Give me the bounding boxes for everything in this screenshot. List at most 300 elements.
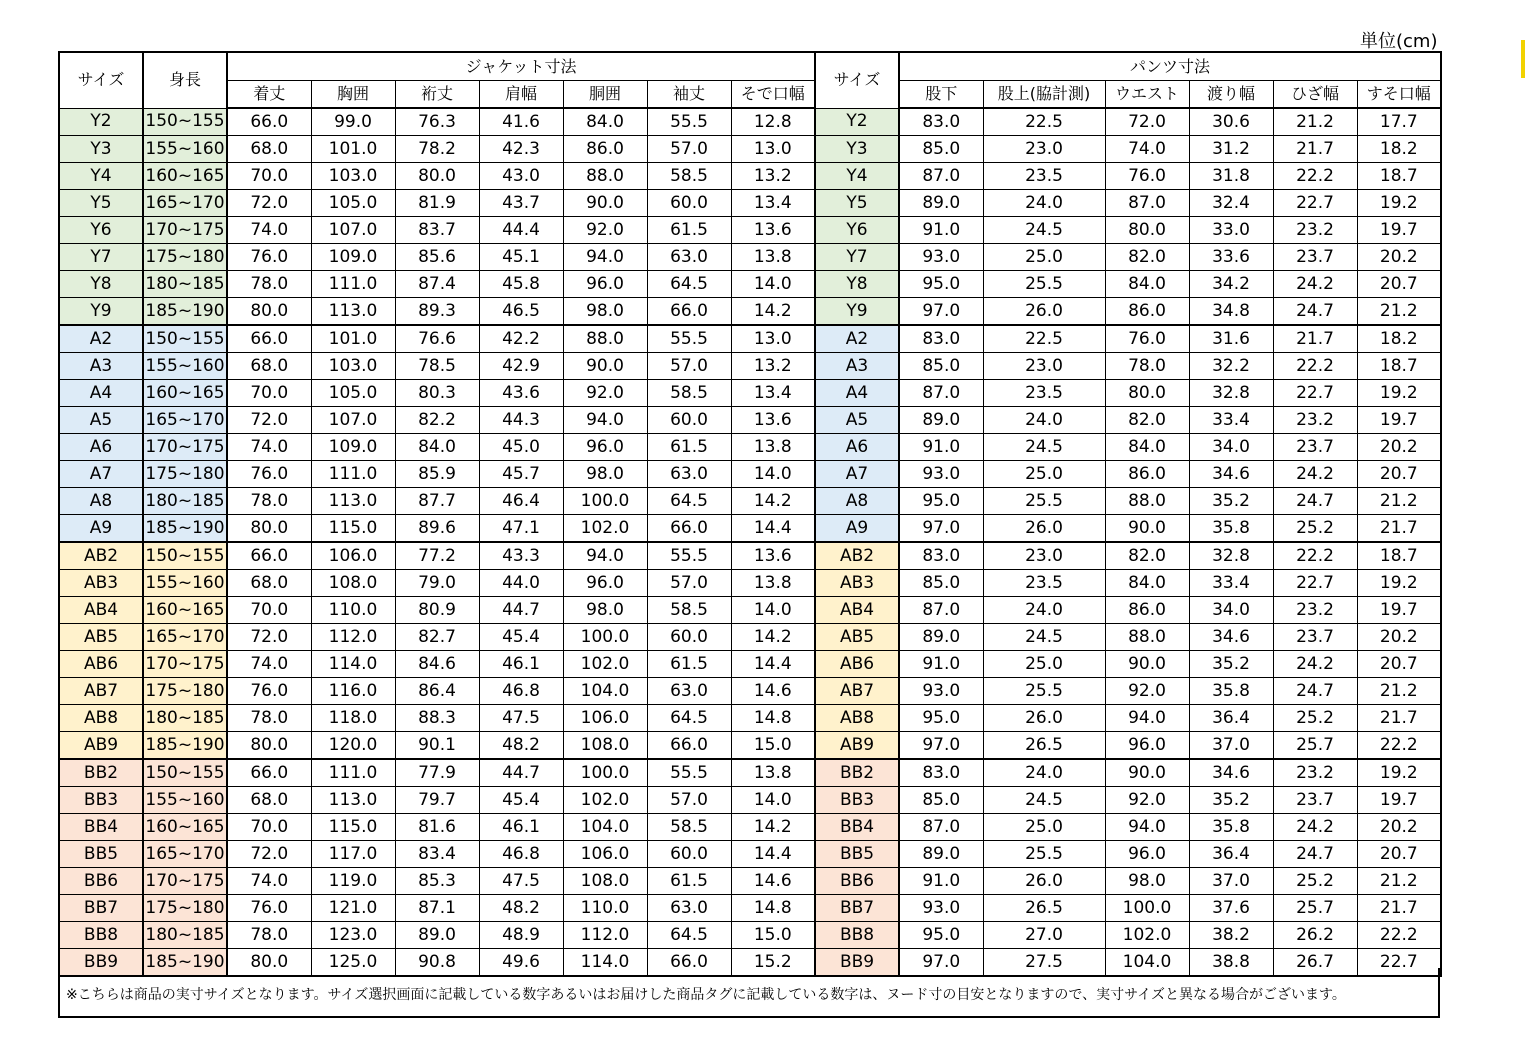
table-row bbox=[59, 380, 1441, 407]
pants-value-cell: 87.0 bbox=[899, 163, 983, 190]
jacket-value-cell: 94.0 bbox=[563, 542, 647, 570]
size-cell: A4 bbox=[59, 380, 143, 407]
jacket-value-cell: 47.1 bbox=[479, 515, 563, 543]
jacket-value-cell: 57.0 bbox=[647, 136, 731, 163]
pants-value-cell: 24.5 bbox=[983, 624, 1105, 651]
height-cell: 165~170 bbox=[143, 407, 227, 434]
pants-value-cell: 32.2 bbox=[1189, 353, 1273, 380]
jacket-value-cell: 74.0 bbox=[227, 651, 311, 678]
pants-value-cell: 87.0 bbox=[899, 380, 983, 407]
size-cell-pants: BB5 bbox=[815, 841, 899, 868]
jacket-value-cell: 14.2 bbox=[731, 488, 815, 515]
size-cell-pants: Y2 bbox=[815, 108, 899, 136]
pants-value-cell: 21.7 bbox=[1273, 325, 1357, 353]
jacket-value-cell: 86.0 bbox=[563, 136, 647, 163]
pants-value-cell: 93.0 bbox=[899, 895, 983, 922]
jacket-value-cell: 15.0 bbox=[731, 732, 815, 760]
table-row bbox=[59, 515, 1441, 543]
table-row bbox=[59, 895, 1441, 922]
pants-value-cell: 24.7 bbox=[1273, 298, 1357, 326]
pants-value-cell: 17.7 bbox=[1357, 108, 1441, 136]
jacket-value-cell: 14.6 bbox=[731, 868, 815, 895]
pants-value-cell: 21.7 bbox=[1357, 705, 1441, 732]
size-cell: BB3 bbox=[59, 787, 143, 814]
jacket-value-cell: 90.0 bbox=[563, 190, 647, 217]
jacket-value-cell: 46.1 bbox=[479, 651, 563, 678]
jacket-value-cell: 43.7 bbox=[479, 190, 563, 217]
pants-value-cell: 23.2 bbox=[1273, 407, 1357, 434]
pants-value-cell: 24.2 bbox=[1273, 271, 1357, 298]
pants-value-cell: 21.7 bbox=[1273, 136, 1357, 163]
height-cell: 185~190 bbox=[143, 732, 227, 760]
jacket-value-cell: 68.0 bbox=[227, 787, 311, 814]
jacket-value-cell: 108.0 bbox=[563, 868, 647, 895]
pants-value-cell: 25.2 bbox=[1273, 515, 1357, 543]
pants-value-cell: 25.5 bbox=[983, 678, 1105, 705]
jacket-value-cell: 74.0 bbox=[227, 217, 311, 244]
jacket-value-cell: 80.9 bbox=[395, 597, 479, 624]
jacket-value-cell: 57.0 bbox=[647, 570, 731, 597]
pants-value-cell: 21.2 bbox=[1273, 108, 1357, 136]
jacket-value-cell: 68.0 bbox=[227, 353, 311, 380]
pants-value-cell: 20.2 bbox=[1357, 434, 1441, 461]
jacket-value-cell: 13.0 bbox=[731, 136, 815, 163]
jacket-value-cell: 104.0 bbox=[563, 678, 647, 705]
jacket-value-cell: 87.7 bbox=[395, 488, 479, 515]
size-cell-pants: AB8 bbox=[815, 705, 899, 732]
pants-value-cell: 34.6 bbox=[1189, 759, 1273, 787]
height-cell: 155~160 bbox=[143, 136, 227, 163]
jacket-value-cell: 78.0 bbox=[227, 922, 311, 949]
jacket-value-cell: 87.1 bbox=[395, 895, 479, 922]
pants-value-cell: 96.0 bbox=[1105, 841, 1189, 868]
jacket-value-cell: 13.8 bbox=[731, 244, 815, 271]
pants-value-cell: 91.0 bbox=[899, 651, 983, 678]
table-row bbox=[59, 190, 1441, 217]
jacket-value-cell: 68.0 bbox=[227, 570, 311, 597]
pants-value-cell: 88.0 bbox=[1105, 624, 1189, 651]
jacket-value-cell: 66.0 bbox=[647, 949, 731, 977]
jacket-value-cell: 60.0 bbox=[647, 624, 731, 651]
size-chart-table bbox=[58, 51, 1442, 977]
pants-value-cell: 104.0 bbox=[1105, 949, 1189, 977]
jacket-value-cell: 89.3 bbox=[395, 298, 479, 326]
pants-value-cell: 93.0 bbox=[899, 678, 983, 705]
jacket-value-cell: 44.3 bbox=[479, 407, 563, 434]
size-cell-pants: AB2 bbox=[815, 542, 899, 570]
jacket-value-cell: 15.2 bbox=[731, 949, 815, 977]
pants-value-cell: 34.0 bbox=[1189, 597, 1273, 624]
jacket-value-cell: 98.0 bbox=[563, 298, 647, 326]
jacket-value-cell: 64.5 bbox=[647, 922, 731, 949]
jacket-value-cell: 114.0 bbox=[563, 949, 647, 977]
jacket-value-cell: 14.0 bbox=[731, 597, 815, 624]
jacket-value-cell: 105.0 bbox=[311, 190, 395, 217]
pants-value-cell: 93.0 bbox=[899, 461, 983, 488]
pants-value-cell: 90.0 bbox=[1105, 651, 1189, 678]
pants-value-cell: 84.0 bbox=[1105, 434, 1189, 461]
jacket-value-cell: 106.0 bbox=[563, 841, 647, 868]
height-cell: 185~190 bbox=[143, 515, 227, 543]
jacket-value-cell: 47.5 bbox=[479, 705, 563, 732]
header-jacket-col: そで口幅 bbox=[731, 81, 815, 109]
jacket-value-cell: 96.0 bbox=[563, 434, 647, 461]
header-row-columns bbox=[59, 81, 1441, 109]
pants-value-cell: 23.5 bbox=[983, 163, 1105, 190]
pants-value-cell: 82.0 bbox=[1105, 542, 1189, 570]
jacket-value-cell: 63.0 bbox=[647, 461, 731, 488]
jacket-value-cell: 80.0 bbox=[227, 732, 311, 760]
jacket-value-cell: 70.0 bbox=[227, 597, 311, 624]
jacket-value-cell: 79.7 bbox=[395, 787, 479, 814]
jacket-value-cell: 46.8 bbox=[479, 841, 563, 868]
pants-value-cell: 76.0 bbox=[1105, 163, 1189, 190]
jacket-value-cell: 48.9 bbox=[479, 922, 563, 949]
pants-value-cell: 18.7 bbox=[1357, 542, 1441, 570]
jacket-value-cell: 14.2 bbox=[731, 624, 815, 651]
pants-value-cell: 94.0 bbox=[1105, 814, 1189, 841]
header-jacket-col: 胴囲 bbox=[563, 81, 647, 109]
pants-value-cell: 90.0 bbox=[1105, 759, 1189, 787]
pants-value-cell: 34.2 bbox=[1189, 271, 1273, 298]
jacket-value-cell: 66.0 bbox=[227, 542, 311, 570]
pants-value-cell: 83.0 bbox=[899, 108, 983, 136]
pants-value-cell: 20.2 bbox=[1357, 244, 1441, 271]
pants-value-cell: 21.2 bbox=[1357, 868, 1441, 895]
pants-value-cell: 23.7 bbox=[1273, 434, 1357, 461]
jacket-value-cell: 83.4 bbox=[395, 841, 479, 868]
size-cell-pants: AB6 bbox=[815, 651, 899, 678]
jacket-value-cell: 120.0 bbox=[311, 732, 395, 760]
jacket-value-cell: 44.7 bbox=[479, 759, 563, 787]
jacket-value-cell: 106.0 bbox=[311, 542, 395, 570]
jacket-value-cell: 63.0 bbox=[647, 678, 731, 705]
jacket-value-cell: 110.0 bbox=[563, 895, 647, 922]
jacket-value-cell: 88.3 bbox=[395, 705, 479, 732]
jacket-value-cell: 101.0 bbox=[311, 325, 395, 353]
size-cell: Y8 bbox=[59, 271, 143, 298]
jacket-value-cell: 43.3 bbox=[479, 542, 563, 570]
jacket-value-cell: 98.0 bbox=[563, 597, 647, 624]
pants-value-cell: 38.8 bbox=[1189, 949, 1273, 977]
height-cell: 170~175 bbox=[143, 434, 227, 461]
jacket-value-cell: 77.9 bbox=[395, 759, 479, 787]
jacket-value-cell: 13.2 bbox=[731, 353, 815, 380]
table-row bbox=[59, 217, 1441, 244]
jacket-value-cell: 48.2 bbox=[479, 732, 563, 760]
jacket-value-cell: 61.5 bbox=[647, 868, 731, 895]
jacket-value-cell: 90.8 bbox=[395, 949, 479, 977]
height-cell: 155~160 bbox=[143, 787, 227, 814]
pants-value-cell: 25.5 bbox=[983, 488, 1105, 515]
pants-value-cell: 95.0 bbox=[899, 271, 983, 298]
pants-value-cell: 25.0 bbox=[983, 244, 1105, 271]
pants-value-cell: 32.8 bbox=[1189, 380, 1273, 407]
pants-value-cell: 32.4 bbox=[1189, 190, 1273, 217]
jacket-value-cell: 92.0 bbox=[563, 380, 647, 407]
jacket-value-cell: 14.8 bbox=[731, 895, 815, 922]
jacket-value-cell: 100.0 bbox=[563, 624, 647, 651]
pants-value-cell: 80.0 bbox=[1105, 217, 1189, 244]
jacket-value-cell: 66.0 bbox=[647, 732, 731, 760]
size-cell: BB4 bbox=[59, 814, 143, 841]
header-pants-col: 渡り幅 bbox=[1189, 81, 1273, 109]
pants-value-cell: 37.0 bbox=[1189, 868, 1273, 895]
pants-value-cell: 24.5 bbox=[983, 787, 1105, 814]
jacket-value-cell: 14.2 bbox=[731, 814, 815, 841]
jacket-value-cell: 13.6 bbox=[731, 407, 815, 434]
jacket-value-cell: 80.3 bbox=[395, 380, 479, 407]
size-cell-pants: AB5 bbox=[815, 624, 899, 651]
jacket-value-cell: 58.5 bbox=[647, 814, 731, 841]
header-pants-col: 股下 bbox=[899, 81, 983, 109]
pants-value-cell: 97.0 bbox=[899, 949, 983, 977]
pants-value-cell: 22.2 bbox=[1273, 353, 1357, 380]
jacket-value-cell: 82.7 bbox=[395, 624, 479, 651]
pants-value-cell: 30.6 bbox=[1189, 108, 1273, 136]
size-cell: A3 bbox=[59, 353, 143, 380]
size-cell: Y4 bbox=[59, 163, 143, 190]
jacket-value-cell: 64.5 bbox=[647, 705, 731, 732]
pants-value-cell: 24.2 bbox=[1273, 651, 1357, 678]
jacket-value-cell: 66.0 bbox=[647, 298, 731, 326]
pants-value-cell: 102.0 bbox=[1105, 922, 1189, 949]
pants-value-cell: 35.2 bbox=[1189, 651, 1273, 678]
jacket-value-cell: 14.0 bbox=[731, 461, 815, 488]
jacket-value-cell: 86.4 bbox=[395, 678, 479, 705]
jacket-value-cell: 74.0 bbox=[227, 434, 311, 461]
jacket-value-cell: 85.3 bbox=[395, 868, 479, 895]
jacket-value-cell: 78.0 bbox=[227, 271, 311, 298]
pants-value-cell: 76.0 bbox=[1105, 325, 1189, 353]
height-cell: 155~160 bbox=[143, 570, 227, 597]
size-cell-pants: Y7 bbox=[815, 244, 899, 271]
pants-value-cell: 22.2 bbox=[1357, 732, 1441, 760]
pants-value-cell: 21.2 bbox=[1357, 298, 1441, 326]
size-cell-pants: A7 bbox=[815, 461, 899, 488]
footnote-box bbox=[58, 968, 1440, 1018]
pants-value-cell: 97.0 bbox=[899, 732, 983, 760]
jacket-value-cell: 112.0 bbox=[563, 922, 647, 949]
pants-value-cell: 31.6 bbox=[1189, 325, 1273, 353]
jacket-value-cell: 41.6 bbox=[479, 108, 563, 136]
size-cell-pants: Y5 bbox=[815, 190, 899, 217]
pants-value-cell: 25.0 bbox=[983, 461, 1105, 488]
jacket-value-cell: 47.5 bbox=[479, 868, 563, 895]
jacket-value-cell: 64.5 bbox=[647, 271, 731, 298]
pants-value-cell: 36.4 bbox=[1189, 841, 1273, 868]
jacket-value-cell: 98.0 bbox=[563, 461, 647, 488]
header-pants-col: 股上(脇計測) bbox=[983, 81, 1105, 109]
pants-value-cell: 35.2 bbox=[1189, 488, 1273, 515]
jacket-value-cell: 13.4 bbox=[731, 190, 815, 217]
jacket-value-cell: 12.8 bbox=[731, 108, 815, 136]
jacket-value-cell: 85.6 bbox=[395, 244, 479, 271]
jacket-value-cell: 76.0 bbox=[227, 678, 311, 705]
jacket-value-cell: 60.0 bbox=[647, 841, 731, 868]
jacket-value-cell: 108.0 bbox=[311, 570, 395, 597]
pants-value-cell: 32.8 bbox=[1189, 542, 1273, 570]
pants-value-cell: 26.7 bbox=[1273, 949, 1357, 977]
jacket-value-cell: 80.0 bbox=[227, 298, 311, 326]
height-cell: 165~170 bbox=[143, 624, 227, 651]
pants-value-cell: 24.2 bbox=[1273, 814, 1357, 841]
height-cell: 160~165 bbox=[143, 597, 227, 624]
size-cell-pants: A2 bbox=[815, 325, 899, 353]
height-cell: 175~180 bbox=[143, 461, 227, 488]
jacket-value-cell: 72.0 bbox=[227, 190, 311, 217]
jacket-value-cell: 104.0 bbox=[563, 814, 647, 841]
size-cell-pants: BB8 bbox=[815, 922, 899, 949]
size-cell-pants: BB6 bbox=[815, 868, 899, 895]
height-cell: 180~185 bbox=[143, 271, 227, 298]
pants-value-cell: 37.0 bbox=[1189, 732, 1273, 760]
jacket-value-cell: 123.0 bbox=[311, 922, 395, 949]
jacket-value-cell: 90.1 bbox=[395, 732, 479, 760]
jacket-value-cell: 88.0 bbox=[563, 325, 647, 353]
jacket-value-cell: 13.8 bbox=[731, 759, 815, 787]
jacket-value-cell: 87.4 bbox=[395, 271, 479, 298]
jacket-value-cell: 14.0 bbox=[731, 787, 815, 814]
pants-value-cell: 87.0 bbox=[899, 814, 983, 841]
jacket-value-cell: 66.0 bbox=[227, 108, 311, 136]
jacket-value-cell: 58.5 bbox=[647, 163, 731, 190]
size-cell: AB2 bbox=[59, 542, 143, 570]
jacket-value-cell: 89.6 bbox=[395, 515, 479, 543]
jacket-value-cell: 43.6 bbox=[479, 380, 563, 407]
pants-value-cell: 23.5 bbox=[983, 380, 1105, 407]
size-cell-pants: Y8 bbox=[815, 271, 899, 298]
height-cell: 185~190 bbox=[143, 298, 227, 326]
jacket-value-cell: 83.7 bbox=[395, 217, 479, 244]
jacket-value-cell: 14.2 bbox=[731, 298, 815, 326]
pants-value-cell: 20.7 bbox=[1357, 841, 1441, 868]
table-row bbox=[59, 298, 1441, 326]
pants-value-cell: 19.7 bbox=[1357, 407, 1441, 434]
pants-value-cell: 94.0 bbox=[1105, 705, 1189, 732]
pants-value-cell: 26.2 bbox=[1273, 922, 1357, 949]
jacket-value-cell: 102.0 bbox=[563, 787, 647, 814]
pants-value-cell: 26.0 bbox=[983, 298, 1105, 326]
height-cell: 160~165 bbox=[143, 814, 227, 841]
pants-value-cell: 23.7 bbox=[1273, 244, 1357, 271]
pants-value-cell: 20.7 bbox=[1357, 651, 1441, 678]
pants-value-cell: 26.0 bbox=[983, 515, 1105, 543]
pants-value-cell: 35.2 bbox=[1189, 787, 1273, 814]
unit-label: 単位(cm) bbox=[1360, 31, 1438, 52]
jacket-value-cell: 102.0 bbox=[563, 651, 647, 678]
size-cell-pants: Y4 bbox=[815, 163, 899, 190]
jacket-value-cell: 49.6 bbox=[479, 949, 563, 977]
size-cell: A2 bbox=[59, 325, 143, 353]
pants-value-cell: 83.0 bbox=[899, 542, 983, 570]
pants-value-cell: 24.0 bbox=[983, 407, 1105, 434]
jacket-value-cell: 103.0 bbox=[311, 353, 395, 380]
jacket-value-cell: 102.0 bbox=[563, 515, 647, 543]
pants-value-cell: 33.4 bbox=[1189, 570, 1273, 597]
pants-value-cell: 38.2 bbox=[1189, 922, 1273, 949]
jacket-value-cell: 13.6 bbox=[731, 217, 815, 244]
jacket-value-cell: 94.0 bbox=[563, 244, 647, 271]
size-cell-pants: A8 bbox=[815, 488, 899, 515]
header-size: サイズ bbox=[59, 52, 143, 108]
table-row bbox=[59, 244, 1441, 271]
jacket-value-cell: 113.0 bbox=[311, 787, 395, 814]
pants-value-cell: 25.0 bbox=[983, 651, 1105, 678]
jacket-value-cell: 46.4 bbox=[479, 488, 563, 515]
jacket-value-cell: 82.2 bbox=[395, 407, 479, 434]
table-row bbox=[59, 325, 1441, 353]
table-row bbox=[59, 434, 1441, 461]
table-row bbox=[59, 461, 1441, 488]
pants-value-cell: 24.0 bbox=[983, 190, 1105, 217]
pants-value-cell: 97.0 bbox=[899, 298, 983, 326]
pants-value-cell: 20.2 bbox=[1357, 624, 1441, 651]
jacket-value-cell: 44.0 bbox=[479, 570, 563, 597]
jacket-value-cell: 96.0 bbox=[563, 570, 647, 597]
jacket-value-cell: 80.0 bbox=[395, 163, 479, 190]
jacket-value-cell: 81.9 bbox=[395, 190, 479, 217]
size-cell: Y7 bbox=[59, 244, 143, 271]
size-cell-pants: BB4 bbox=[815, 814, 899, 841]
pants-value-cell: 89.0 bbox=[899, 841, 983, 868]
pants-value-cell: 22.2 bbox=[1357, 922, 1441, 949]
jacket-value-cell: 92.0 bbox=[563, 217, 647, 244]
jacket-value-cell: 106.0 bbox=[563, 705, 647, 732]
jacket-value-cell: 58.5 bbox=[647, 597, 731, 624]
pants-value-cell: 20.7 bbox=[1357, 271, 1441, 298]
pants-value-cell: 86.0 bbox=[1105, 298, 1189, 326]
pants-value-cell: 22.5 bbox=[983, 325, 1105, 353]
jacket-value-cell: 68.0 bbox=[227, 136, 311, 163]
pants-value-cell: 22.5 bbox=[983, 108, 1105, 136]
size-cell-pants: Y3 bbox=[815, 136, 899, 163]
jacket-value-cell: 74.0 bbox=[227, 868, 311, 895]
pants-value-cell: 34.0 bbox=[1189, 434, 1273, 461]
table-row bbox=[59, 787, 1441, 814]
size-cell: BB5 bbox=[59, 841, 143, 868]
pants-value-cell: 24.2 bbox=[1273, 461, 1357, 488]
jacket-value-cell: 70.0 bbox=[227, 814, 311, 841]
pants-value-cell: 22.7 bbox=[1273, 570, 1357, 597]
jacket-value-cell: 76.0 bbox=[227, 461, 311, 488]
table-row bbox=[59, 163, 1441, 190]
pants-value-cell: 23.0 bbox=[983, 136, 1105, 163]
pants-value-cell: 23.5 bbox=[983, 570, 1105, 597]
pants-value-cell: 19.7 bbox=[1357, 787, 1441, 814]
jacket-value-cell: 45.4 bbox=[479, 787, 563, 814]
height-cell: 180~185 bbox=[143, 922, 227, 949]
size-cell-pants: BB2 bbox=[815, 759, 899, 787]
pants-value-cell: 91.0 bbox=[899, 217, 983, 244]
jacket-value-cell: 84.6 bbox=[395, 651, 479, 678]
jacket-value-cell: 115.0 bbox=[311, 814, 395, 841]
jacket-value-cell: 112.0 bbox=[311, 624, 395, 651]
pants-value-cell: 24.7 bbox=[1273, 488, 1357, 515]
pants-value-cell: 31.2 bbox=[1189, 136, 1273, 163]
header-jacket-col: 胸囲 bbox=[311, 81, 395, 109]
size-cell: BB9 bbox=[59, 949, 143, 977]
jacket-value-cell: 64.5 bbox=[647, 488, 731, 515]
jacket-value-cell: 116.0 bbox=[311, 678, 395, 705]
jacket-value-cell: 60.0 bbox=[647, 190, 731, 217]
pants-value-cell: 87.0 bbox=[899, 597, 983, 624]
height-cell: 180~185 bbox=[143, 488, 227, 515]
table-row bbox=[59, 759, 1441, 787]
size-cell: A6 bbox=[59, 434, 143, 461]
pants-value-cell: 78.0 bbox=[1105, 353, 1189, 380]
jacket-value-cell: 58.5 bbox=[647, 380, 731, 407]
